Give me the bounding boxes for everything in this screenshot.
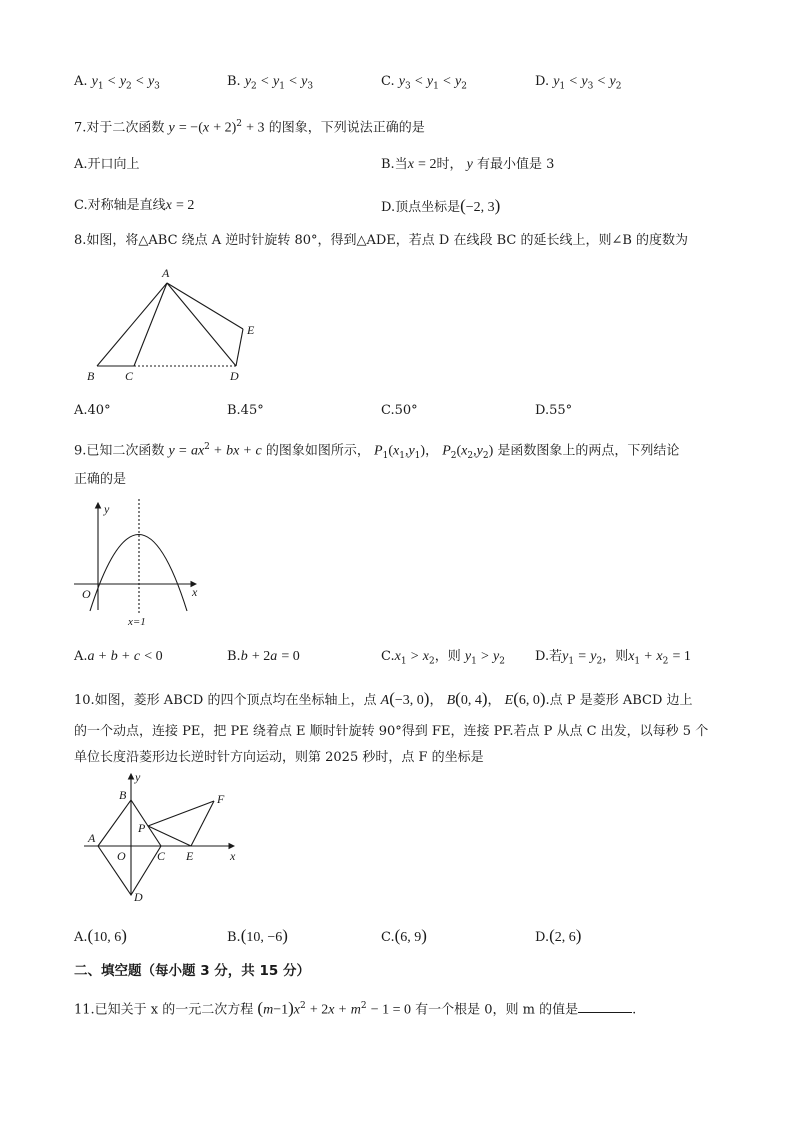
- q9-option-a: A.a + b + c < 0: [74, 649, 163, 664]
- q10-label-o: O: [117, 849, 126, 863]
- q9-label-o: O: [82, 587, 91, 601]
- q7-option-b: B.当x = 2时， y 有最小值是 3: [381, 157, 555, 172]
- q10-label-x: x: [230, 849, 236, 863]
- q10-stem-line3: 单位长度沿菱形边长逆时针方向运动，则第 2025 秒时，点 F 的坐标是: [74, 750, 484, 765]
- section-2-title: 二、填空题（每小题 3 分，共 15 分）: [74, 963, 310, 979]
- q8-option-c: C.50°: [381, 403, 418, 418]
- q8-option-a: A.40°: [74, 403, 111, 418]
- q7-stem: 7.对于二次函数 $y = -(x + 2)^2 + 3$ 的图象，下列说法正确的是: [74, 119, 425, 136]
- q7-option-d: D.顶点坐标是(−2, 3): [381, 196, 501, 215]
- q10-label-c: C: [157, 849, 166, 863]
- q11-answer-blank[interactable]: [578, 1000, 632, 1013]
- q9-stem: 9.已知二次函数 $y = ax^2$ + bx + c 的图象如图所示， $P_1(x_1,y_1)$， $P_2(x_2,y_2)$ 是函数图象上的两点，下列结论: [74, 442, 680, 461]
- q9-stem-line2: 正确的是: [74, 472, 127, 487]
- q6-option-c: C. $y_3 < y_1 < y_2$: [381, 74, 467, 92]
- q10-option-c: C.(6, 9): [381, 926, 427, 945]
- q9-label-axis: x=1: [128, 616, 146, 628]
- q6-option-b: B. $y_2 < y_1 < y_3$: [227, 74, 314, 92]
- q10-label-p: P: [138, 821, 146, 835]
- q9-label-y: y: [104, 502, 110, 516]
- q8-stem: 8.如图，将△ABC 绕点 A 逆时针旋转 80°，得到△ADE，若点 D 在线段 BC 的延长线上，则∠B 的度数为: [74, 233, 689, 248]
- q10-option-d: D.(2, 6): [535, 926, 582, 945]
- q10-label-d: D: [134, 890, 143, 904]
- q10-stem-line1: 10.如图，菱形 ABCD 的四个顶点均在坐标轴上，点 A(−3, 0)， B(0, 4)， E(6, 0).点 P 是菱形 ABCD 边上: [74, 689, 693, 708]
- q9-option-c: $C.x_1 > x_2$，则 $y_1 > y_2$: [381, 649, 505, 667]
- q10-label-b: B: [119, 788, 127, 802]
- q8-label-b: B: [87, 369, 95, 383]
- q8-label-c: C: [125, 369, 134, 383]
- q8-label-d: D: [230, 369, 239, 383]
- q10-option-a: A.(10, 6): [74, 926, 127, 945]
- q10-label-a: A: [88, 831, 96, 845]
- q7-option-a: A.开口向上: [74, 157, 140, 172]
- q11-stem: 11.已知关于 x 的一元二次方程 $(m-1)x^2 + 2x + m^2 - 1 = 0$ 有一个根是 0，则 m 的值是 .: [74, 998, 637, 1018]
- q10-label-y: y: [135, 770, 141, 784]
- q6-option-a: A. $y_1 < y_2 < y_3$: [74, 74, 160, 92]
- q8-label-e: E: [247, 323, 255, 337]
- q10-label-e: E: [186, 849, 194, 863]
- q10-stem-line2: 的一个动点，连接 PE，把 PE 绕着点 E 顺时针旋转 90°得到 FE，连接 PF.若点 P 从点 C 出发，以每秒 5 个: [74, 724, 709, 739]
- q10-label-f: F: [217, 792, 225, 806]
- q10-option-b: B.(10, −6): [227, 926, 288, 945]
- q9-label-x: x: [192, 585, 198, 599]
- q9-option-d: D.若$y_1 = y_2$，则$x_1 + x_2 = 1$: [535, 649, 691, 667]
- q8-option-d: D.55°: [535, 403, 573, 418]
- q8-option-b: B.45°: [227, 403, 264, 418]
- q8-label-a: A: [162, 266, 170, 280]
- q6-option-d: D. $y_1 < y_3 < y_2$: [535, 74, 622, 92]
- q7-option-c: C.对称轴是直线x = 2: [74, 198, 195, 213]
- q9-option-b: B.b + 2a = 0: [227, 649, 300, 664]
